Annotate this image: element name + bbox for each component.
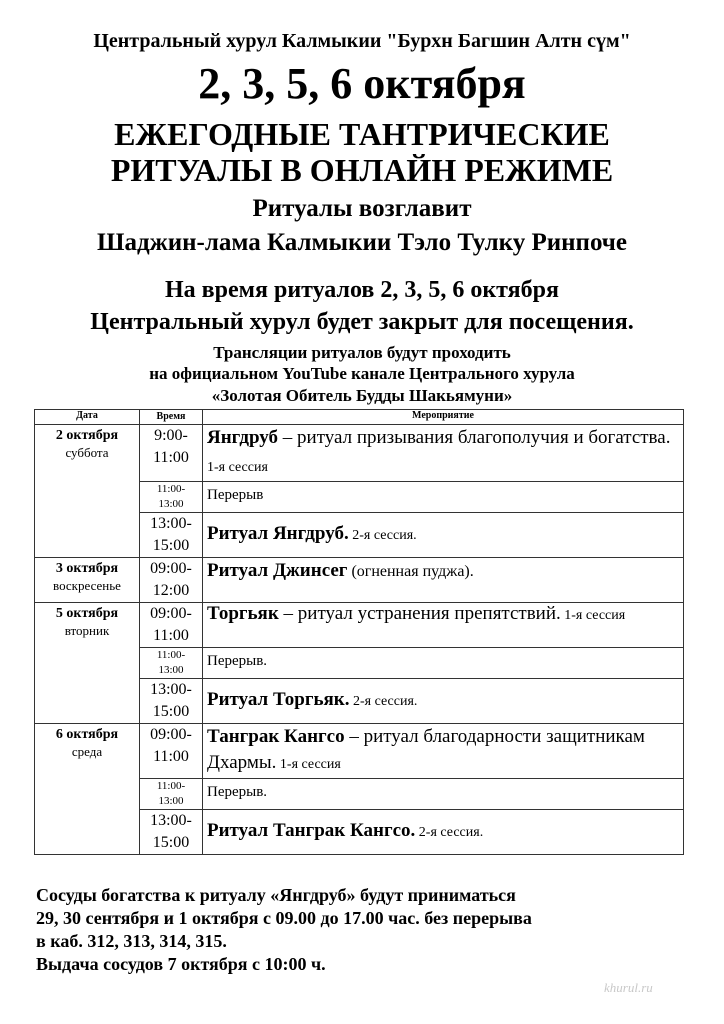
footer-line-3: в каб. 312, 313, 314, 315.: [36, 931, 227, 951]
event-session: 2-я сессия.: [348, 528, 417, 543]
time-cell: [140, 779, 203, 810]
event-desc: – ритуал призывания благополучия и богатства.: [278, 427, 671, 448]
time-start: 09:00-: [150, 726, 192, 743]
closure-notice-line-1: На время ритуалов 2, 3, 5, 6 октября: [165, 277, 559, 303]
time-end: 11:00: [153, 449, 189, 466]
event-session: 2-я сессия.: [415, 825, 484, 840]
lead-line-1: Ритуалы возглавит: [252, 195, 472, 222]
event-cell: [203, 679, 684, 724]
time-start: 09:00-: [150, 605, 192, 622]
table-row: [35, 558, 684, 603]
time-cell: [140, 425, 203, 482]
footer-line-2: 29, 30 сентября и 1 октября с 09.00 до 17.00 час. без перерыва: [36, 908, 532, 928]
time-end: 15:00: [152, 834, 190, 851]
weekday-label: вторник: [64, 623, 110, 638]
time-end: 15:00: [152, 537, 190, 554]
date-cell: [35, 603, 140, 724]
time-start: 13:00-: [150, 515, 192, 532]
date-label: 6 октября: [55, 727, 119, 742]
event-session: 2-я сессия.: [349, 694, 418, 709]
column-header-date: Дата: [35, 410, 140, 425]
time-end: 12:00: [152, 582, 190, 599]
weekday-label: суббота: [65, 445, 109, 460]
time-cell: [140, 724, 203, 779]
time-end: 11:00: [153, 627, 189, 644]
time-cell: [140, 810, 203, 855]
event-cell: [203, 513, 684, 558]
time-cell: [140, 513, 203, 558]
weekday-label: среда: [71, 744, 103, 759]
time-start: 11:00-: [156, 483, 186, 495]
column-header-event: Мероприятие: [203, 410, 684, 425]
closure-notice-line-2: Центральный хурул будет закрыт для посещения.: [90, 309, 634, 335]
event-desc: – ритуал устранения препятствий.: [278, 603, 561, 624]
footer-notice: [36, 884, 532, 976]
time-start: 11:00-: [156, 780, 186, 792]
org-name: Центральный хурул Калмыкии "Бурхн Багшин Алтн сүм": [93, 30, 631, 52]
table-row: [35, 425, 684, 482]
stream-info-line-1: Трансляции ритуалов будут проходить: [213, 343, 511, 362]
time-cell: [140, 679, 203, 724]
date-label: 5 октября: [55, 606, 119, 621]
time-cell: [140, 648, 203, 679]
event-desc: Перерыв.: [207, 653, 268, 669]
event-cell: [203, 648, 684, 679]
event-cell: [203, 603, 684, 648]
event-session: 1-я сессия: [276, 757, 341, 772]
event-desc: Перерыв.: [207, 784, 268, 800]
stream-info-line-2: на официальном YouTube канале Центрального хурула: [149, 364, 575, 383]
stream-info-line-3: «Золотая Обитель Будды Шакьямуни»: [211, 386, 513, 405]
time-start: 09:00-: [150, 560, 192, 577]
event-cell: [203, 558, 684, 603]
event-desc: Перерыв: [207, 487, 264, 503]
schedule-table: [34, 409, 684, 855]
time-cell: [140, 482, 203, 513]
time-end: 11:00: [153, 748, 189, 765]
date-cell: [35, 425, 140, 558]
time-cell: [140, 603, 203, 648]
date-cell: [35, 558, 140, 603]
event-cell: [203, 482, 684, 513]
watermark: khurul.ru: [604, 980, 653, 995]
title-line-1: ЕЖЕГОДНЫЕ ТАНТРИЧЕСКИЕ: [114, 116, 610, 152]
table-row: [35, 724, 684, 779]
event-title: Торгьяк: [207, 603, 279, 624]
footer-line-4: Выдача сосудов 7 октября с 10:00 ч.: [36, 954, 326, 974]
event-title: Танграк Кангсо: [207, 726, 345, 747]
footer-line-1: Сосуды богатства к ритуалу «Янгдруб» будут приниматься: [36, 885, 516, 905]
table-row: [35, 603, 684, 648]
time-end: 13:00: [158, 664, 184, 676]
lead-line-2: Шаджин-лама Калмыкии Тэло Тулку Ринпоче: [96, 229, 628, 256]
time-start: 11:00-: [156, 649, 186, 661]
time-start: 13:00-: [150, 812, 192, 829]
event-title: Ритуал Джинсег: [207, 560, 348, 581]
event-title: Ритуал Янгдруб.: [207, 523, 349, 544]
event-dates: 2, 3, 5, 6 октября: [198, 59, 526, 108]
event-cell: [203, 779, 684, 810]
time-start: 9:00-: [154, 427, 188, 444]
date-cell: [35, 724, 140, 855]
time-end: 15:00: [152, 703, 190, 720]
date-label: 2 октября: [55, 428, 119, 443]
event-session: 1-я сессия: [560, 608, 626, 623]
event-cell: [203, 425, 684, 482]
event-desc: (огненная пуджа).: [347, 563, 474, 580]
event-cell: [203, 810, 684, 855]
table-header-row: [35, 410, 684, 425]
event-cell: [203, 724, 684, 779]
event-title: Янгдруб: [207, 427, 279, 448]
weekday-label: воскресенье: [53, 578, 121, 593]
time-end: 13:00: [158, 498, 184, 510]
time-start: 13:00-: [150, 681, 192, 698]
event-desc: – ритуал благодарности защитникам Дхармы.: [207, 726, 645, 773]
time-cell: [140, 558, 203, 603]
date-label: 3 октября: [55, 561, 119, 576]
title-line-2: РИТУАЛЫ В ОНЛАЙН РЕЖИМЕ: [110, 152, 614, 188]
event-session: 1-я сессия: [207, 460, 268, 475]
column-header-time: Время: [140, 410, 203, 425]
time-end: 13:00: [158, 795, 184, 807]
event-title: Ритуал Танграк Кангсо.: [207, 820, 416, 841]
event-title: Ритуал Торгьяк.: [207, 689, 350, 710]
